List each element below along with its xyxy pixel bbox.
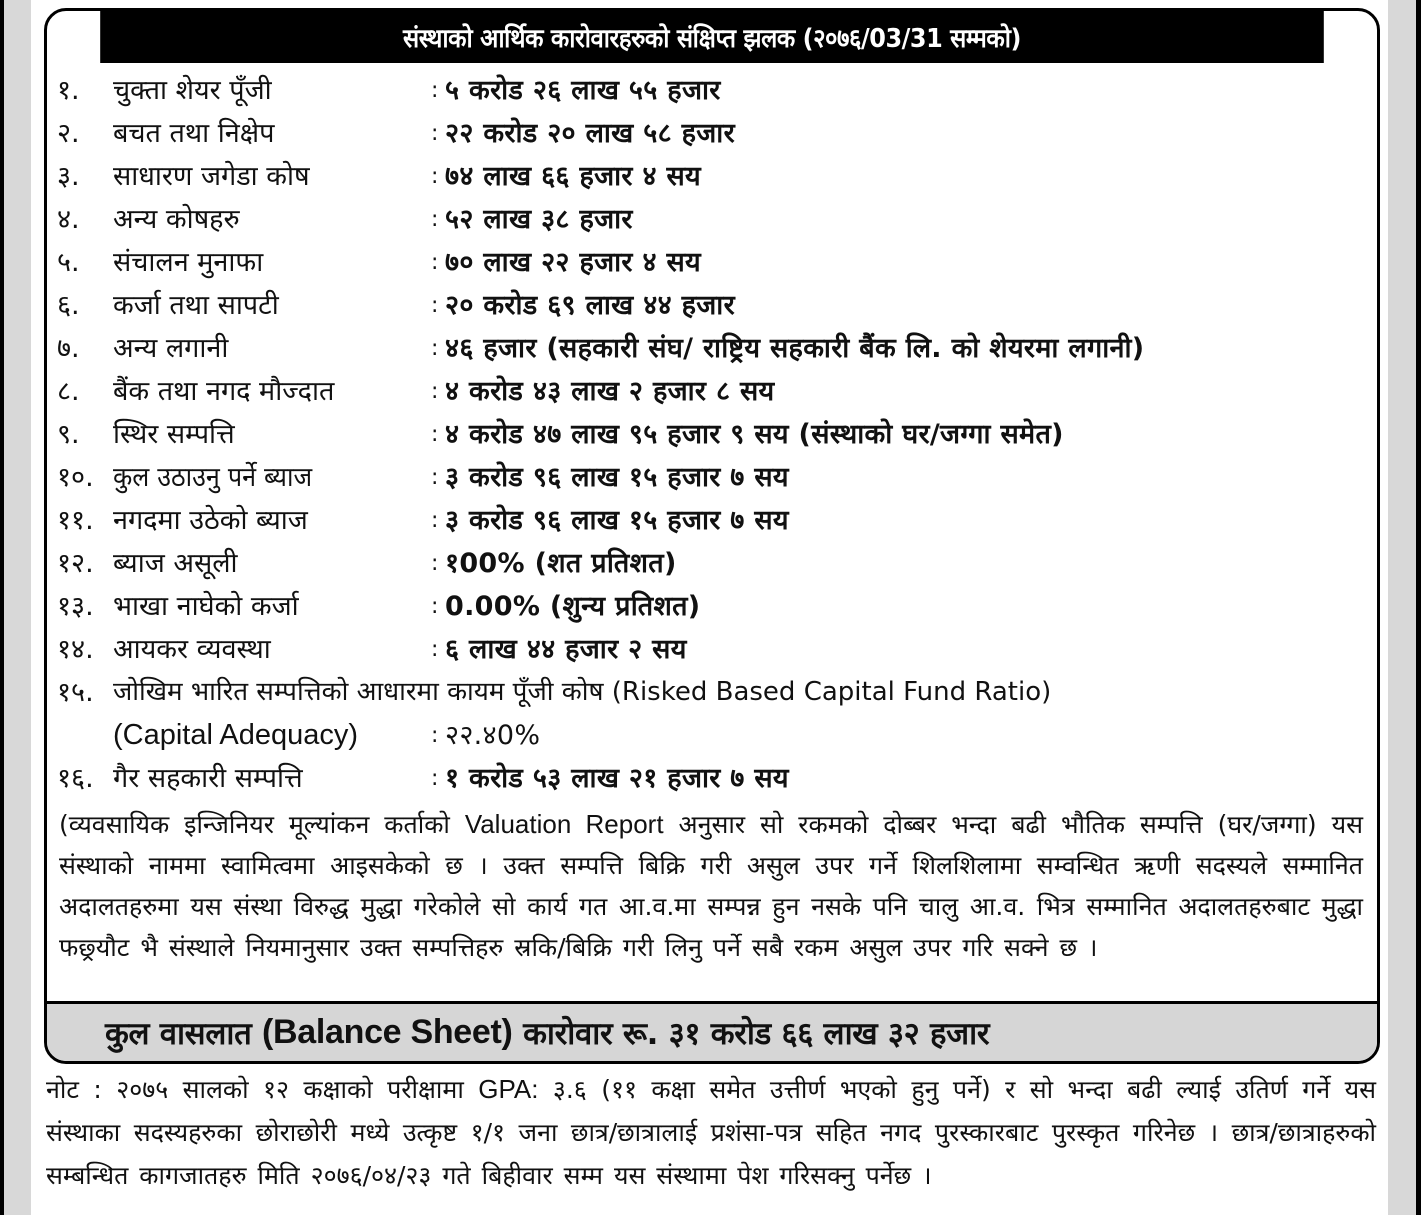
financial-summary-box xyxy=(44,8,1380,1064)
item-label: चुक्ता शेयर पूँजी xyxy=(113,75,272,106)
item-label: बैंक तथा नगद मौज्दात xyxy=(113,376,335,407)
item-number: १. xyxy=(57,75,80,106)
separator: : xyxy=(431,723,439,748)
item-label: संचालन मुनाफा xyxy=(113,247,264,278)
page-edge-right xyxy=(1416,0,1421,1215)
item-label: कुल उठाउनु पर्ने ब्याज xyxy=(113,462,313,493)
item-value: ५ करोड २६ लाख ५५ हजार xyxy=(445,75,721,106)
list-item xyxy=(47,628,1377,671)
item-number: ३. xyxy=(57,161,80,192)
item-value: ३ करोड ९६ लाख १५ हजार ७ सय xyxy=(445,505,789,536)
item-label: स्थिर सम्पत्ति xyxy=(113,419,235,450)
footnote-text-latin: GPA: xyxy=(478,1074,539,1104)
item-value: २२.४0% xyxy=(445,720,541,751)
list-item xyxy=(47,413,1377,456)
page-margin-right xyxy=(1388,0,1416,1215)
separator: : xyxy=(431,465,439,490)
balance-sheet-total xyxy=(47,1001,1377,1061)
list-item xyxy=(47,456,1377,499)
item-label: अन्य लगानी xyxy=(113,333,229,364)
total-label: कुल वासलात xyxy=(105,1015,252,1052)
item-number: ५. xyxy=(57,247,80,278)
item-value: २२ करोड २० लाख ५८ हजार xyxy=(445,118,735,149)
item-label: (Capital Adequacy) xyxy=(113,719,359,751)
list-item xyxy=(47,112,1377,155)
item-number: ११. xyxy=(57,505,94,536)
separator: : xyxy=(431,422,439,447)
item-number: १५. xyxy=(57,677,94,708)
item-value: ५२ लाख ३८ हजार xyxy=(445,204,633,235)
separator: : xyxy=(431,121,439,146)
valuation-note xyxy=(47,804,1377,968)
separator: : xyxy=(431,250,439,275)
item-value: १ करोड ५३ लाख २१ हजार ७ सय xyxy=(445,763,789,794)
separator: : xyxy=(431,207,439,232)
item-label: कर्जा तथा सापटी xyxy=(113,290,279,321)
item-value: ७४ लाख ६६ हजार ४ सय xyxy=(445,161,702,192)
item-label: बचत तथा निक्षेप xyxy=(113,118,275,149)
item-number: ४. xyxy=(57,204,80,235)
note-text: (व्यवसायिक इन्जिनियर मूल्यांकन कर्ताको xyxy=(59,810,465,839)
item-value: ४६ हजार (सहकारी संघ/ राष्ट्रिय सहकारी बैंक लि. को शेयरमा लगानी) xyxy=(445,333,1145,364)
page-margin-left xyxy=(4,0,31,1215)
item-number: १६. xyxy=(57,763,94,794)
list-item-capital-fund xyxy=(47,671,1377,714)
scholarship-note xyxy=(46,1068,1376,1197)
list-item xyxy=(47,198,1377,241)
list-item-capital-adequacy xyxy=(47,714,1377,757)
separator: : xyxy=(431,594,439,619)
item-number: ९. xyxy=(57,419,80,450)
item-label: साधारण जगेडा कोष xyxy=(113,161,310,192)
item-value: 0.00% (शुन्य प्रतिशत) xyxy=(445,591,701,622)
list-item xyxy=(47,542,1377,585)
item-label: आयकर व्यवस्था xyxy=(113,634,271,665)
item-number: १२. xyxy=(57,548,94,579)
separator: : xyxy=(431,293,439,318)
list-item xyxy=(47,69,1377,112)
list-item xyxy=(47,370,1377,413)
item-value: ४ करोड ४७ लाख ९५ हजार ९ सय (संस्थाको घर/जग्गा समेत) xyxy=(445,419,1064,450)
separator: : xyxy=(431,336,439,361)
separator: : xyxy=(431,637,439,662)
item-number: १४. xyxy=(57,634,94,665)
list-item xyxy=(47,499,1377,542)
item-label: ब्याज असूली xyxy=(113,548,238,579)
separator: : xyxy=(431,78,439,103)
item-value: ७० लाख २२ हजार ४ सय xyxy=(445,247,702,278)
item-value: २० करोड ६९ लाख ४४ हजार xyxy=(445,290,735,321)
item-value: ४ करोड ४३ लाख २ हजार ८ सय xyxy=(445,376,775,407)
footnote-text: ३.६ (११ कक्षा समेत उत्तीर्ण भएको हुनु पर्ने) र सो भन्दा बढी ल्याई उतिर्ण गर्ने यस संस्थाका सदस्यहरुका छोराछोरी मध्ये उत्कृष्ट १/१ जना छात्र/छात्रालाई प्रशंसा-पत्र सहित नगद पुरस्कारबाट पुरस्कृत गरिनेछ । छात्र/छात्राहरुको सम्बन्धित कागजातहरु मिति २०७६/०४/२३ गते बिहीवार सम्म यस संस्थामा पेश गरिसक्नु पर्नेछ । xyxy=(46,1075,1376,1190)
separator: : xyxy=(431,508,439,533)
item-label: अन्य कोषहरु xyxy=(113,204,240,235)
list-item xyxy=(47,327,1377,370)
item-value: १00% (शत प्रतिशत) xyxy=(445,548,677,579)
item-number: १३. xyxy=(57,591,94,622)
item-label: भाखा नाघेको कर्जा xyxy=(113,591,299,622)
item-value: ६ लाख ४४ हजार २ सय xyxy=(445,634,687,665)
total-amount: कारोवार रू. ३१ करोड ६६ लाख ३२ हजार xyxy=(523,1015,990,1052)
total-label-latin: (Balance Sheet) xyxy=(261,1013,513,1051)
item-label: नगदमा उठेको ब्याज xyxy=(113,505,308,536)
separator: : xyxy=(431,164,439,189)
item-number: ७. xyxy=(57,333,80,364)
item-value: ३ करोड ९६ लाख १५ हजार ७ सय xyxy=(445,462,789,493)
list-item xyxy=(47,757,1377,800)
list-item xyxy=(47,241,1377,284)
separator: : xyxy=(431,551,439,576)
note-text-latin: Valuation Report xyxy=(464,809,664,839)
list-item xyxy=(47,585,1377,628)
item-label: जोखिम भारित सम्पत्तिको आधारमा कायम पूँजी कोष (Risked Based Capital Fund Ratio) xyxy=(113,677,1052,707)
item-number: १०. xyxy=(57,462,94,493)
item-number: ६. xyxy=(57,290,80,321)
separator: : xyxy=(431,766,439,791)
list-item xyxy=(47,284,1377,327)
separator: : xyxy=(431,379,439,404)
item-label: गैर सहकारी सम्पत्ति xyxy=(113,763,303,794)
item-number: २. xyxy=(57,118,80,149)
summary-title: संस्थाको आर्थिक कारोवारहरुको संक्षिप्त झलक (२०७६/03/31 सम्मको) xyxy=(100,11,1324,63)
footnote-text: नोट : २०७५ सालको १२ कक्षाको परीक्षामा xyxy=(46,1075,479,1104)
note-text: अनुसार सो रकमको दोब्बर भन्दा बढी भौतिक सम्पत्ति (घर/जग्गा) यस संस्थाको नाममा स्वामित्वमा आइसकेको छ । उक्त सम्पत्ति बिक्रि गरी असुल उपर गर्ने शिलशिलामा सम्वन्धित ऋणी सदस्यले सम्मानित अदालतहरुमा यस संस्था विरुद्ध मुद्धा गरेकोले सो कार्य गत आ.व.मा सम्पन्न हुन नसके पनि चालु आ.व. भित्र सम्मानित अदालतहरुबाट मुद्धा फछ्र्यौट भै संस्थाले नियमानुसार उक्त सम्पत्तिहरु स्रकि/बिक्रि गरी लिनु पर्ने सबै रकम असुल उपर गरि सक्ने छ । xyxy=(59,810,1363,962)
list-item xyxy=(47,155,1377,198)
item-number: ८. xyxy=(57,376,80,407)
summary-list xyxy=(47,63,1377,800)
